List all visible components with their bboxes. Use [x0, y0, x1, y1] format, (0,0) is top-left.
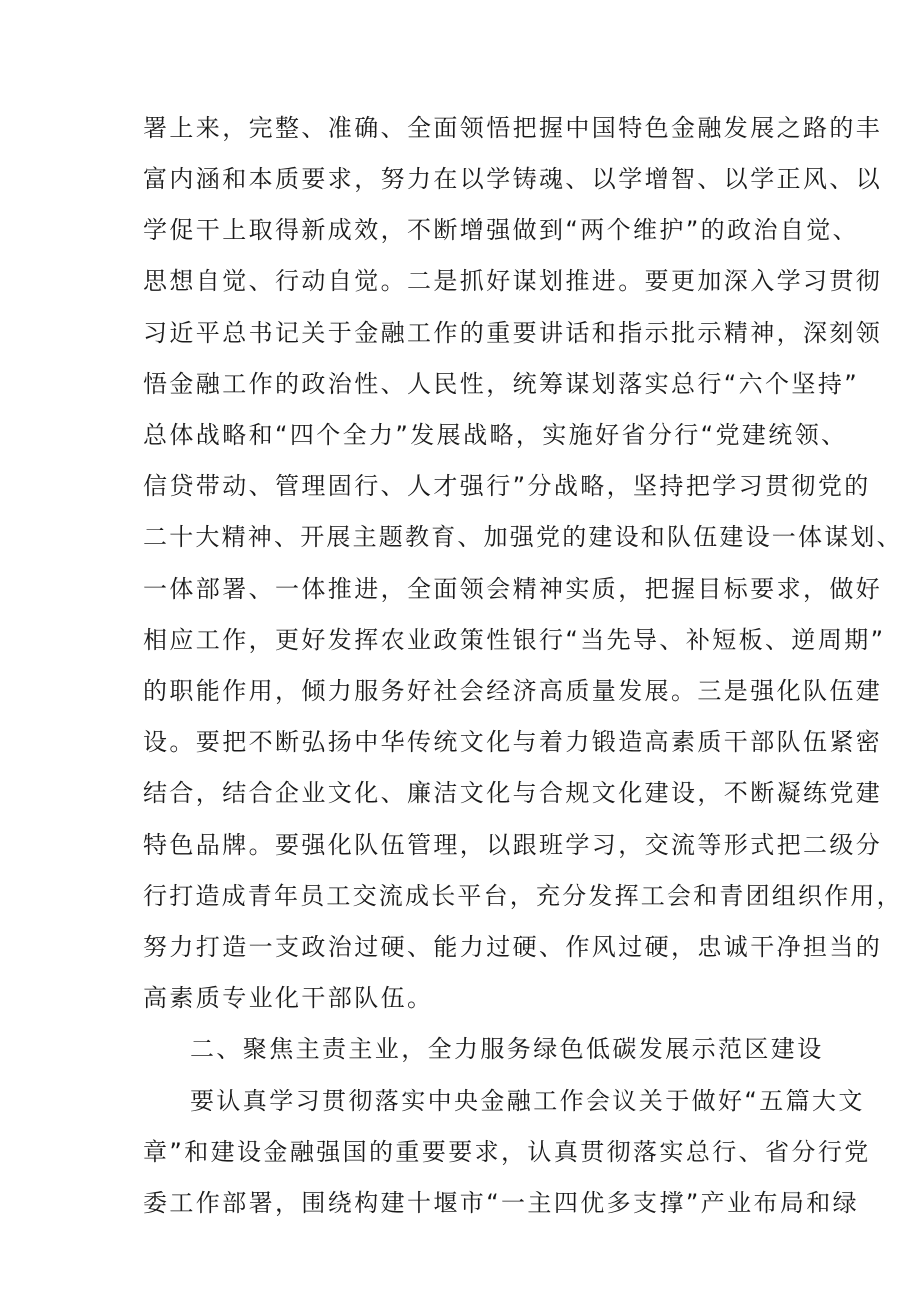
paragraph-line: 结合，结合企业文化、廉洁文化与合规文化建设，不断凝练党建 [143, 779, 883, 807]
paragraph-line: 二十大精神、开展主题教育、加强党的建设和队伍建设一体谋划、 [143, 523, 903, 551]
paragraph-line: 特色品牌。要强化队伍管理，以跟班学习，交流等形式把二级分 [143, 831, 883, 859]
section-heading: 二、聚焦主责主业，全力服务绿色低碳发展示范区建设 [190, 1035, 824, 1063]
paragraph-line: 的职能作用，倾力服务好社会经济高质量发展。三是强化队伍建 [143, 677, 883, 705]
paragraph-line: 悟金融工作的政治性、人民性，统筹谋划落实总行“六个坚持” [143, 370, 860, 398]
paragraph-line: 委工作部署，围绕构建十堰市“一主四优多支撑”产业布局和绿 [143, 1189, 860, 1217]
paragraph-line: 要认真学习贯彻落实中央金融工作会议关于做好“五篇大文 [190, 1087, 865, 1115]
paragraph-line: 相应工作，更好发挥农业政策性银行“当先导、补短板、逆周期” [143, 626, 886, 654]
paragraph-line: 思想自觉、行动自觉。二是抓好谋划推进。要更加深入学习贯彻 [143, 267, 883, 295]
paragraph-line: 设。要把不断弘扬中华传统文化与着力锻造高素质干部队伍紧密 [143, 728, 883, 756]
paragraph-line: 章”和建设金融强国的重要要求，认真贯彻落实总行、省分行党 [143, 1138, 871, 1166]
paragraph-line: 学促干上取得新成效，不断增强做到“两个维护”的政治自觉、 [143, 216, 860, 244]
paragraph-line: 信贷带动、管理固行、人才强行”分战略，坚持把学习贯彻党的 [143, 472, 871, 500]
paragraph-line: 高素质专业化干部队伍。 [143, 984, 434, 1012]
paragraph-line: 行打造成青年员工交流成长平台，充分发挥工会和青团组织作用， [143, 882, 903, 910]
paragraph-line: 署上来，完整、准确、全面领悟把握中国特色金融发展之路的丰 [143, 114, 883, 142]
paragraph-line: 总体战略和“四个全力”发展战略，实施好省分行“党建统领、 [143, 421, 848, 449]
paragraph-line: 习近平总书记关于金融工作的重要讲话和指示批示精神，深刻领 [143, 319, 883, 347]
paragraph-line: 一体部署、一体推进，全面领会精神实质，把握目标要求，做好 [143, 575, 883, 603]
paragraph-line: 富内涵和本质要求，努力在以学铸魂、以学增智、以学正风、以 [143, 165, 883, 193]
paragraph-line: 努力打造一支政治过硬、能力过硬、作风过硬，忠诚干净担当的 [143, 933, 883, 961]
